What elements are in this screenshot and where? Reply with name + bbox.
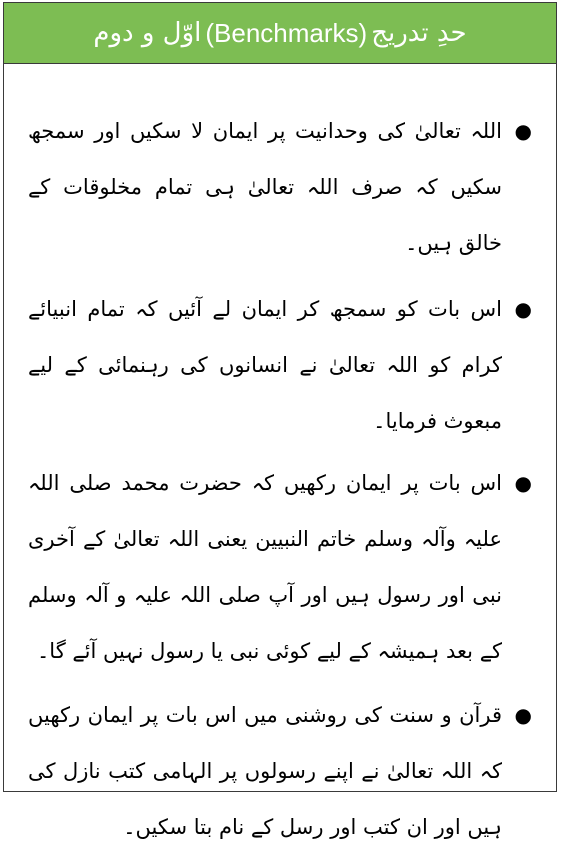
benchmarks-card (3, 2, 557, 839)
benchmark-list (28, 93, 532, 855)
list-item-text: اس بات کو سمجھ کر ایمان لے آئیں کہ تمام انبیائے کرام کو اللہ تعالیٰ نے انسانوں کی رہنمائی کے لیے مبعوث فرمایا۔ (28, 297, 502, 433)
list-item (28, 281, 532, 449)
bullet-icon: ● (514, 471, 532, 495)
list-item (28, 455, 532, 679)
bullet-icon: ● (514, 119, 532, 143)
bullet-icon: ● (514, 297, 532, 321)
list-item (28, 687, 532, 855)
header-title-suffix: اوّل و دوم (93, 18, 202, 48)
bullet-icon: ● (514, 703, 532, 727)
card-header (4, 3, 556, 64)
list-item-text: اللہ تعالیٰ کی وحدانیت پر ایمان لا سکیں اور سمجھ سکیں کہ صرف اللہ تعالیٰ ہی تمام مخلوقات کے خالق ہیں۔ (28, 119, 502, 255)
list-item-text: اس بات پر ایمان رکھیں کہ حضرت محمد صلی اللہ علیہ وآلہ وسلم خاتم النبیین یعنی اللہ تعالیٰ کے آخری نبی اور رسول ہیں اور آپ صلی اللہ علیہ و آلہ وسلم کے بعد ہمیشہ کے لیے کوئی نبی یا رسول نہیں آئے گا۔ (28, 471, 502, 663)
header-title-urdu: حدِ تدریج (371, 18, 467, 48)
header-title-english: (Benchmarks) (205, 18, 368, 48)
list-item-text: قرآن و سنت کی روشنی میں اس بات پر ایمان رکھیں کہ اللہ تعالیٰ نے اپنے رسولوں پر الہامی کتب نازل کی ہیں اور ان کتب اور رسل کے نام بتا سکیں۔ (28, 703, 502, 839)
list-item (28, 103, 532, 271)
